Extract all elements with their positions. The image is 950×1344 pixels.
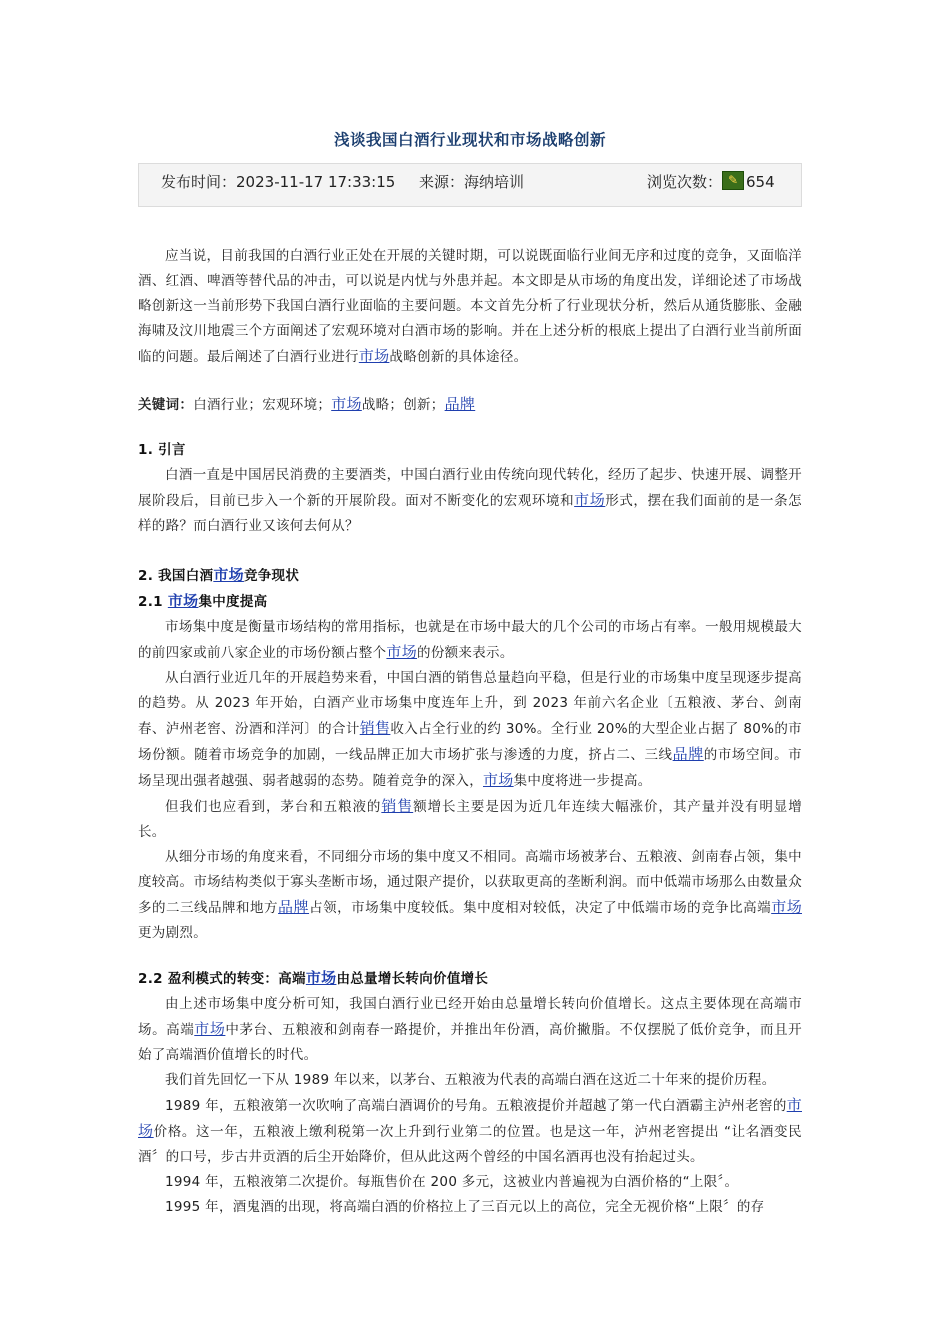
article-title: 浅谈我国白酒行业现状和市场战略创新 [333, 131, 606, 149]
link-market[interactable]: 市场 [305, 969, 337, 987]
publish-label: 发布时间： [161, 173, 237, 191]
link-market[interactable]: 市场 [213, 566, 244, 584]
paragraph: 但我们也应看到，茅台和五粮液的销售额增长主要是因为近几年连续大幅涨价，其产量并没有明显增长。 [138, 797, 802, 840]
paragraph: 市场集中度是衡量市场结构的常用指标，也就是在市场中最大的几个公司的市场占有率。一般用规模最大的前四家或前八家企业的市场份额占整个市场的份额来表示。 [138, 619, 802, 661]
link-market[interactable]: 市场 [483, 771, 514, 789]
link-brand[interactable]: 品牌 [444, 395, 476, 413]
link-market[interactable]: 市场 [331, 395, 362, 413]
link-brand[interactable]: 品牌 [672, 745, 704, 763]
paragraph: 从白酒行业近几年的开展趋势来看，中国白酒的销售总量趋向平稳，但是行业的市场集中度呈现逐步提高的趋势。从 2023 年开始，白酒产业市场集中度连年上升，到 2023 年前六名企业〔五粮液、茅台、剑南春、泸州老窖、汾酒和洋河〕的合计销售收入占全行业的约 30%。全行业 20%的大型企业占据了 80%的市场份额。随着市场竞争的加剧，一线品牌正加大市场扩张与渗透的力度，挤占二、三线品牌的市场空间。市场呈现出强者越强、弱者越弱的态势。随着竞争的深入，市场集中度将进一步提高。 [138, 670, 802, 789]
link-brand[interactable]: 品牌 [278, 898, 310, 916]
paragraph: 我们首先回忆一下从 1989 年以来，以茅台、五粮液为代表的高端白酒在这近二十年来的提价历程。 [165, 1072, 776, 1088]
article-meta-bar [138, 163, 802, 207]
link-market[interactable]: 市场 [771, 898, 802, 916]
section-2 [138, 563, 802, 1220]
link-market[interactable]: 市场 [574, 491, 606, 509]
paragraph: 白酒一直是中国居民消费的主要酒类，中国白酒行业由传统向现代转化，经历了起步、快速开展、调整开展阶段后，目前已步入一个新的开展阶段。面对不断变化的宏观环境和市场形式，摆在我们面前的是一条怎样的路？而白酒行业又该何去何从？ [138, 467, 802, 534]
link-market[interactable]: 市场 [386, 643, 418, 661]
abstract-paragraph: 应当说，目前我国的白酒行业正处在开展的关键时期，可以说既面临行业间无序和过度的竞争，又面临洋酒、红酒、啤酒等替代品的冲击，可以说是内忧与外患并起。本文即是从市场的角度出发，详细论述了市场战略创新这一当前形势下我国白酒行业面临的主要问题。本文首先分析了行业现状分析，然后从通货膨胀、金融海啸及汶川地震三个方面阐述了宏观环境对白酒市场的影响。并在上述分析的根底上提出了白酒行业当前所面临的问题。最后阐述了白酒行业进行市场战略创新的具体途径。 [138, 248, 802, 365]
views-count-value: 654 [746, 173, 775, 191]
paragraph: 1989 年，五粮液第一次吹响了高端白酒调价的号角。五粮液提价并超越了第一代白酒霸主泸州老窖的市场价格。这一年，五粮液上缴利税第一次上升到行业第二的位置。也是这一年，泸州老窖提出 “让名酒变民酒〞的口号，步古井贡酒的后尘开始降价，但从此这两个曾经的中国名酒再也没有抬起过头。 [138, 1096, 802, 1165]
section-1 [138, 438, 802, 539]
keywords [138, 392, 802, 418]
subsection-heading: 2.2 盈利模式的转变：高端市场由总量增长转向价值增长 [138, 969, 489, 987]
link-market[interactable]: 市场 [138, 1096, 802, 1140]
paragraph: 由上述市场集中度分析可知，我国白酒行业已经开始由总量增长转向价值增长。这点主要体现在高端市场。高端市场中茅台、五粮液和剑南春一路提价，并推出年份酒，高价撇脂。不仅摆脱了低价竞争，而且开始了高端酒价值增长的时代。 [138, 996, 802, 1063]
keywords-line: 关键词：白酒行业；宏观环境；市场战略；创新；品牌 [138, 395, 476, 413]
views-label: 浏览次数： [647, 173, 723, 191]
view-count [647, 171, 775, 192]
link-sales[interactable]: 销售 [359, 719, 391, 737]
views-counter-icon: ✎ [722, 171, 744, 190]
paragraph: 1994 年，五粮液第二次提价。每瓶售价在 200 多元，这被业内普遍视为白酒价格的“上限〞。 [165, 1174, 739, 1190]
publish-time-value: 2023-11-17 17:33:15 [236, 173, 396, 191]
source-value: 海纳培训 [464, 173, 525, 191]
link-market[interactable]: 市场 [167, 592, 199, 610]
publish-time [161, 171, 395, 192]
link-market[interactable]: 市场 [194, 1020, 226, 1038]
keywords-label: 关键词： [138, 397, 194, 413]
source-label: 来源： [419, 173, 465, 191]
link-market[interactable]: 市场 [358, 347, 390, 365]
link-sales[interactable]: 销售 [381, 797, 414, 815]
paragraph: 1995 年，酒鬼酒的出现，将高端白酒的价格拉上了三百元以上的高位，完全无视价格“上限〞的存 [165, 1199, 765, 1215]
section-heading: 1. 引言 [138, 442, 186, 458]
paragraph: 从细分市场的角度来看，不同细分市场的集中度又不相同。高端市场被茅台、五粮液、剑南春占领，集中度较高。市场结构类似于寡头垄断市场，通过限产提价，以获取更高的垄断利润。而中低端市场那么由数量众多的二三线品牌和地方品牌占领，市场集中度较低。集中度相对较低，决定了中低端市场的竞争比高端市场更为剧烈。 [138, 849, 802, 941]
section-heading: 2. 我国白酒市场竞争现状 [138, 566, 300, 584]
subsection-heading: 2.1 市场集中度提高 [138, 592, 268, 610]
abstract [138, 244, 802, 370]
source [419, 171, 524, 192]
